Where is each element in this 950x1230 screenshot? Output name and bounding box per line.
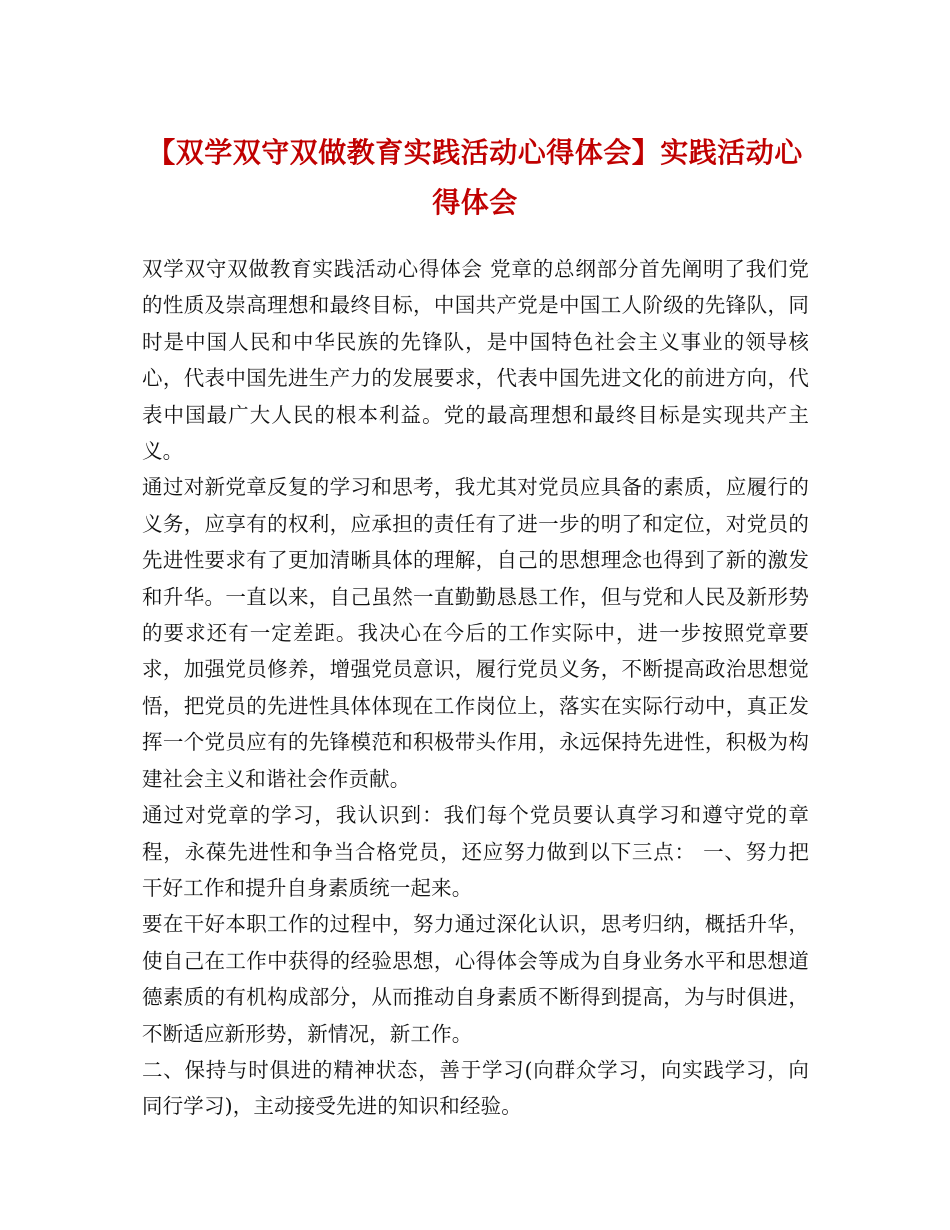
document-body	[142, 251, 809, 1125]
document-title: 【双学双守双做教育实践活动心得体会】实践活动心得体会	[147, 136, 803, 219]
paragraph-point-two: 二、保持与时俱进的精神状态，善于学习(向群众学习，向实践学习，向同行学习)，主动接受先进的知识和经验。	[142, 1057, 809, 1119]
paragraph-three-points: 通过对党章的学习，我认识到：我们每个党员要认真学习和遵守党的章程，永葆先进性和争当合格党员，还应努力做到以下三点： 一、努力把干好工作和提升自身素质统一起来。	[142, 803, 809, 900]
paragraph-reflection: 通过对新党章反复的学习和思考，我尤其对党员应具备的素质，应履行的义务，应享有的权利，应承担的责任有了进一步的明了和定位，对党员的先进性要求有了更加清晰具体的理解，自己的思想理念也得到了新的激发和升华。一直以来，自己虽然一直勤勤恳恳工作，但与党和人民及新形势的要求还有一定差距。我决心在今后的工作实际中，进一步按照党章要求，加强党员修养，增强党员意识，履行党员义务，不断提高政治思想觉悟，把党员的先进性具体体现在工作岗位上，落实在实际行动中，真正发挥一个党员应有的先锋模范和积极带头作用，永远保持先进性，积极为构建社会主义和谐社会作贡献。	[142, 475, 809, 791]
paragraph-point-one-detail: 要在干好本职工作的过程中，努力通过深化认识，思考归纳，概括升华，使自己在工作中获得的经验思想，心得体会等成为自身业务水平和思想道德素质的有机构成部分，从而推动自身素质不断得到提高，为与时俱进，不断适应新形势，新情况，新工作。	[142, 912, 809, 1046]
paragraph-intro: 双学双守双做教育实践活动心得体会 党章的总纲部分首先阐明了我们党的性质及崇高理想和最终目标，中国共产党是中国工人阶级的先锋队，同时是中国人民和中华民族的先锋队，是中国特色社会主义事业的领导核心，代表中国先进生产力的发展要求，代表中国先进文化的前进方向，代表中国最广大人民的根本利益。党的最高理想和最终目标是实现共产主义。	[142, 257, 809, 464]
